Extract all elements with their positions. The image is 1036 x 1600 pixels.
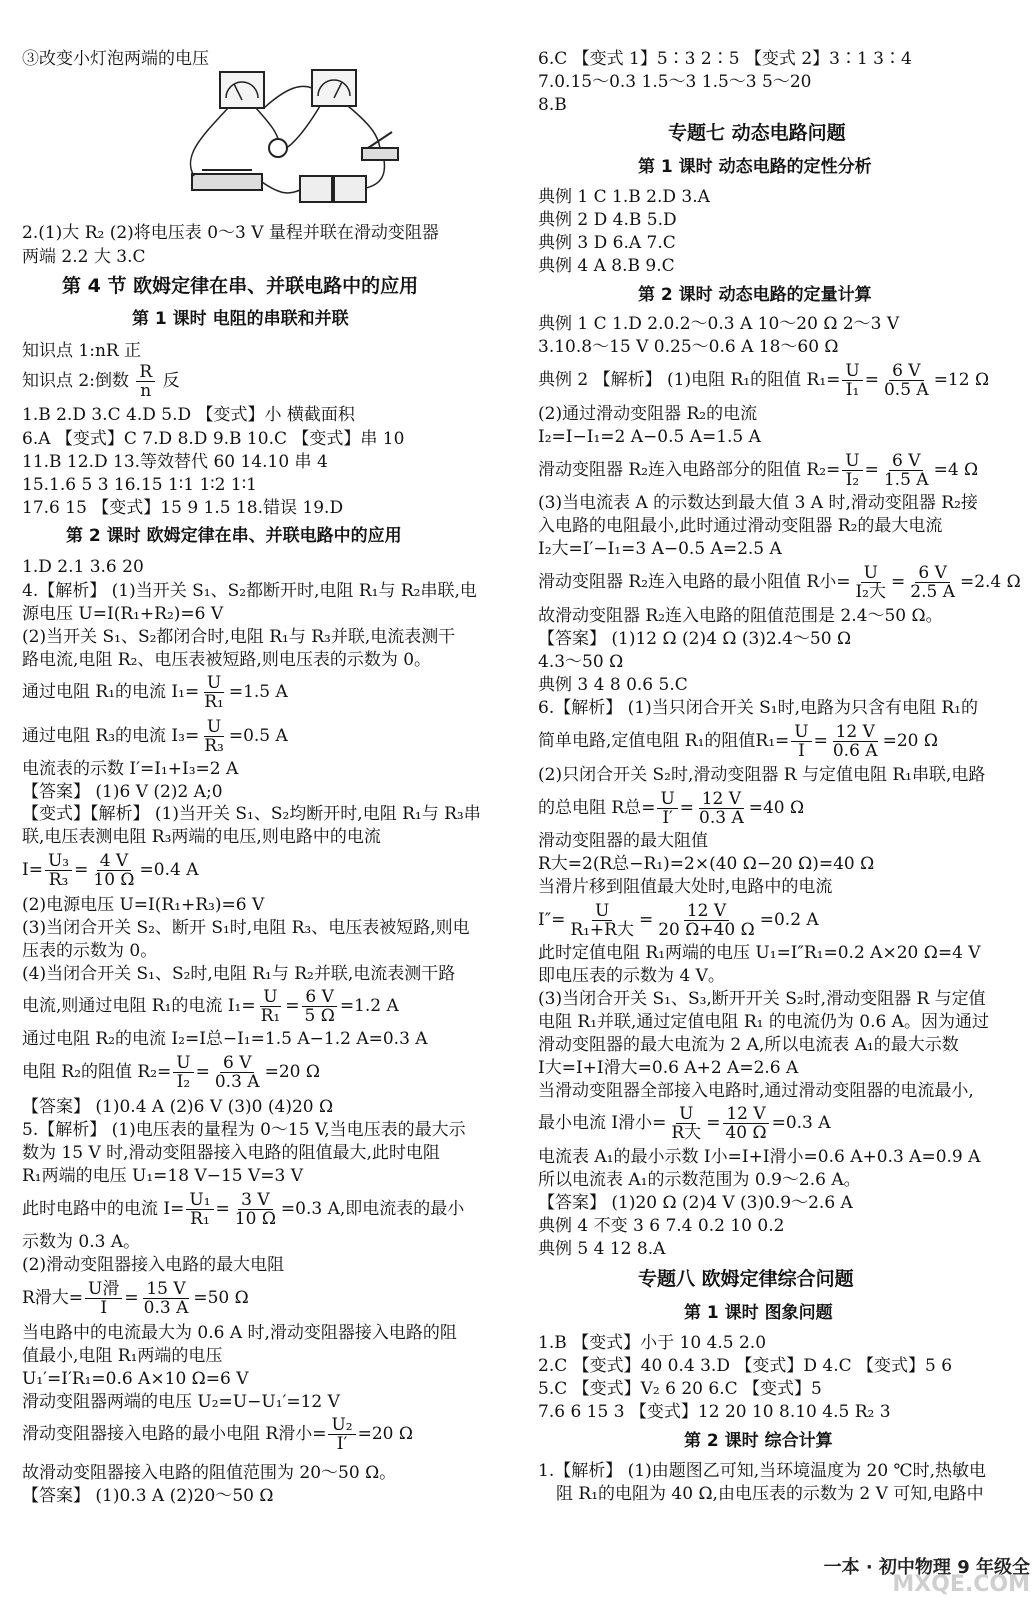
text-line: 6.C 【变式 1】5∶3 2∶5 【变式 2】3∶1 3∶4	[538, 49, 912, 69]
lesson-heading: 第 2 课时 动态电路的定量计算	[638, 285, 872, 305]
text-line: 故滑动变阻器 R₂连入电路的阻值范围是 2.4～50 Ω。	[538, 606, 943, 626]
text-line: 联,电压表测电阻 R₃两端的电压,则电路中的电流	[22, 827, 381, 847]
formula-line: 典例 2 【解析】 (1)电阻 R₁的阻值 R₁= $\frac{U}{\text{I₁}}$ = $\frac{6 V}{0.5 A}$ =12 Ω	[538, 361, 990, 400]
text-line: 两端 2.2 大 3.C	[22, 247, 146, 267]
text-line: 通过电阻 R₂的电流 I₂=I总−I₁=1.5 A−1.2 A=0.3 A	[22, 1029, 428, 1049]
text-line: (2)滑动变阻器接入电路的最大电阻	[22, 1255, 285, 1275]
text-line: I₂=I−I₁=2 A−0.5 A=1.5 A	[538, 427, 761, 447]
text-line: 值最小,电阻 R₁两端的电压	[22, 1346, 223, 1366]
text-line: 7.6 6 15 3 【变式】12 20 10 8.10 4.5 R₂ 3	[538, 1402, 891, 1422]
text-line: 典例 3 D 6.A 7.C	[538, 233, 676, 253]
formula-line: 电流,则通过电阻 R₁的电流 I₁= $\frac{U}{\text{R₁}}$ = $\frac{6 V}{5 \Omega}$ =1.2 A	[22, 987, 399, 1026]
lesson-heading: 第 2 课时 欧姆定律在串、并联电路中的应用	[66, 526, 402, 546]
formula-line: 滑动变阻器 R₂连入电路部分的阻值 R₂= $\frac{U}{\text{I₂}}$ = $\frac{6 V}{1.5 A}$ =4 Ω	[538, 451, 979, 490]
text-line: 源电压 U=I(R₁+R₂)=6 V	[22, 604, 224, 624]
text-line: (3)当闭合开关 S₁、S₃,断开开关 S₂时,滑动变阻器 R 与定值	[538, 989, 986, 1009]
fraction: $\frac{U}{\text{R₁}}$	[204, 673, 224, 712]
text-line: 1.D 2.1 3.6 20	[22, 557, 144, 577]
text-line: 示数为 0.3 A。	[22, 1232, 141, 1252]
text-line: 入电路的电阻最小,此时通过滑动变阻器 R₂的最大电流	[538, 516, 943, 536]
formula-line: I= $\frac{\text{U₃}}{\text{R₃}}$ = $\frac{4 V}{10 \Omega}$ =0.4 A	[22, 851, 199, 890]
text-line: 7.0.15～0.3 1.5～3 1.5～3 5～20	[538, 72, 812, 92]
text-line: 滑动变阻器的最大电流为 2 A,所以电流表 A₁的最大示数	[538, 1035, 959, 1055]
lesson-heading: 第 1 课时 动态电路的定性分析	[638, 157, 872, 177]
text-line: 典例 2 D 4.B 5.D	[538, 210, 677, 230]
text-line: 当电路中的电流最大为 0.6 A 时,滑动变阻器接入电路的阻	[22, 1323, 457, 1343]
fraction: $\frac{R}{n}$	[136, 363, 155, 400]
text-line: 【答案】 (1)12 Ω (2)4 Ω (3)2.4～50 Ω	[538, 629, 852, 649]
text-line: (2)当开关 S₁、S₂都闭合时,电阻 R₁与 R₃并联,电流表测干	[22, 627, 456, 647]
text-line: 【变式】【解析】 (1)当开关 S₁、S₂均断开时,电阻 R₁与 R₃串	[22, 804, 481, 824]
text-line: 17.6 15 【变式】15 9 1.5 18.错误 19.D	[22, 498, 344, 518]
text-line: 2.(1)大 R₂ (2)将电压表 0～3 V 量程并联在滑动变阻器	[22, 223, 439, 243]
text-line: 压表的示数为 0。	[22, 941, 158, 961]
text-line: I大=I+I滑大=0.6 A+2 A=2.6 A	[538, 1058, 799, 1078]
text-line: 1.B 【变式】小于 10 4.5 2.0	[538, 1333, 767, 1353]
text-line: 1.【解析】 (1)由题图乙可知,当环境温度为 20 ℃时,热敏电	[538, 1461, 986, 1481]
text-line: 典例 1 C 1.B 2.D 3.A	[538, 187, 710, 207]
text-line: 典例 1 C 1.D 2.0.2～0.3 A 10～20 Ω 2～3 V	[538, 314, 900, 334]
formula-line: 此时电路中的电流 I= $\frac{\text{U₁}}{\text{R₁}}$ = $\frac{3 V}{10 \Omega}$ =0.3 A,即电流表的最小	[22, 1190, 465, 1229]
formula-line: 简单电路,定值电阻 R₁的阻值R₁= $\frac{U}{I}$ = $\frac{12 V}{0.6 A}$ =20 Ω	[538, 722, 938, 761]
text-line: 所以电流表 A₁的示数范围为 0.9～2.6 A。	[538, 1170, 861, 1190]
text-line: 6.A 【变式】C 7.D 8.D 9.B 10.C 【变式】串 10	[22, 429, 405, 449]
watermark: MXQE.COM	[892, 1572, 1030, 1597]
text-line: 滑动变阻器两端的电压 U₂=U−U₁′=12 V	[22, 1392, 340, 1412]
formula-line: I″= $\frac{U}{\text{R₁+R大}}$ = $\frac{12 V}{20 \Omega+40 \Omega}$ =0.2 A	[538, 901, 819, 940]
text-line: 当滑动变阻器全部接入电路时,通过滑动变阻器的电流最小,	[538, 1081, 974, 1101]
text-line: 典例 5 4 12 8.A	[538, 1239, 666, 1259]
formula-line: 的总电阻 R总= $\frac{U}{I'}$ = $\frac{12 V}{0.3 A}$ =40 Ω	[538, 789, 805, 828]
text-line: 4.【解析】 (1)当开关 S₁、S₂都断开时,电阻 R₁与 R₂串联,电	[22, 581, 477, 601]
text-line: 典例 3 4 8 0.6 5.C	[538, 675, 688, 695]
text-line: 【答案】 (1)6 V (2)2 A;0	[22, 782, 223, 802]
text-line: 知识点 2:倒数 $\frac{R}{n}$ 反	[22, 362, 180, 401]
text-line: R大=2(R总−R₁)=2×(40 Ω−20 Ω)=40 Ω	[538, 854, 875, 874]
formula-line: R滑大= $\frac{\text{U滑}}{I}$ = $\frac{15 V}{0.3 A}$ =50 Ω	[22, 1279, 249, 1318]
text-line: 4.3～50 Ω	[538, 652, 624, 672]
topic-heading: 专题八 欧姆定律综合问题	[638, 1268, 854, 1290]
topic-heading: 专题七 动态电路问题	[668, 122, 846, 144]
text-line: 15.1.6 5 3 16.15 1∶1 1∶2 1∶1	[22, 475, 257, 495]
text-line: 11.B 12.D 13.等效替代 60 14.10 串 4	[22, 452, 328, 472]
fraction: $\frac{U}{\text{R₃}}$	[204, 717, 224, 756]
text-line: ③改变小灯泡两端的电压	[22, 49, 209, 69]
text-line: U₁′=I′R₁=0.6 A×10 Ω=6 V	[22, 1369, 249, 1389]
text-line: 【答案】 (1)20 Ω (2)4 V (3)0.9～2.6 A	[538, 1193, 853, 1213]
text-line: 当滑片移到阻值最大处时,电路中的电流	[538, 877, 833, 897]
text-line: (2)通过滑动变阻器 R₂的电流	[538, 404, 758, 424]
page-footer: 一本 · 初中物理 9 年级全	[823, 1557, 1030, 1578]
text-line: 路电流,电阻 R₂、电压表被短路,则电压表的示数为 0。	[22, 650, 432, 670]
text-line: 电流表的示数 I′=I₁+I₃=2 A	[22, 759, 239, 779]
text-line: 【答案】 (1)0.3 A (2)20～50 Ω	[22, 1486, 274, 1506]
formula-line: 最小电流 I滑小= $\frac{U}{\text{R大}}$ = $\frac{12 V}{40 \Omega}$ =0.3 A	[538, 1104, 831, 1143]
text-line: (3)当闭合开关 S₂、断开 S₁时,电阻 R₃、电压表被短路,则电	[22, 918, 470, 938]
text-line: 3.10.8～15 V 0.25～0.6 A 18～60 Ω	[538, 337, 839, 357]
text-line: 故滑动变阻器接入电路的阻值范围为 20～50 Ω。	[22, 1463, 397, 1483]
circuit-diagram-image	[172, 66, 412, 214]
formula-line: 通过电阻 R₃的电流 I₃= $\frac{U}{\text{R₃}}$ =0.5 A	[22, 717, 288, 756]
text-line: 电阻 R₁并联,通过定值电阻 R₁ 的电流仍为 0.6 A。因为通过	[538, 1012, 989, 1032]
text-line: 典例 4 A 8.B 9.C	[538, 256, 675, 276]
text-line: (4)当闭合开关 S₁、S₂时,电阻 R₁与 R₂并联,电流表测干路	[22, 964, 456, 984]
lesson-heading: 第 1 课时 电阻的串联和并联	[132, 309, 349, 329]
text-line: 滑动变阻器的最大阻值	[538, 831, 708, 851]
formula-line: 通过电阻 R₁的电流 I₁= $\frac{U}{\text{R₁}}$ =1.5 A	[22, 673, 288, 712]
text-line: (2)只闭合开关 S₂时,滑动变阻器 R 与定值电阻 R₁串联,电路	[538, 765, 986, 785]
text-line: 此时定值电阻 R₁两端的电压 U₁=I″R₁=0.2 A×20 Ω=4 V	[538, 943, 981, 963]
formula-line: 滑动变阻器接入电路的最小电阻 R滑小= $\frac{\text{U₂}}{I'}$ =20 Ω	[22, 1415, 413, 1454]
text-line: 典例 4 不变 3 6 7.4 0.2 10 0.2	[538, 1216, 785, 1236]
text-line: 【答案】 (1)0.4 A (2)6 V (3)0 (4)20 Ω	[22, 1097, 334, 1117]
text-line: 数为 15 V 时,滑动变阻器接入电路的阻值最大,此时电阻	[22, 1143, 440, 1163]
text-line: (2)电源电压 U=I(R₁+R₃)=6 V	[22, 895, 265, 915]
lesson-heading: 第 1 课时 图象问题	[684, 1303, 833, 1323]
text-line: I₂大=I′−I₁=3 A−0.5 A=2.5 A	[538, 539, 782, 559]
text-line: 阻 R₁的电阻为 40 Ω,由电压表的示数为 2 V 可知,电路中	[556, 1484, 984, 1504]
text-line: 即电压表的示数为 4 V。	[538, 966, 725, 986]
text-line: 6.【解析】 (1)当只闭合开关 S₁时,电路为只含有电阻 R₁的	[538, 698, 978, 718]
text-line: 知识点 1:nR 正	[22, 341, 142, 361]
formula-line: 滑动变阻器 R₂连入电路的最小阻值 R小= $\frac{U}{\text{I₂大}}$ = $\frac{6 V}{2.5 A}$ =2.4 Ω	[538, 563, 1021, 602]
formula-line: 电阻 R₂的阻值 R₂= $\frac{U}{\text{I₂}}$ = $\frac{6 V}{0.3 A}$ =20 Ω	[22, 1053, 320, 1092]
text-line: 8.B	[538, 95, 567, 115]
text-line: 5.【解析】 (1)电压表的量程为 0～15 V,当电压表的最大示	[22, 1120, 466, 1140]
text-line: 5.C 【变式】V₂ 6 20 6.C 【变式】5	[538, 1379, 822, 1399]
text-line: R₁两端的电压 U₁=18 V−15 V=3 V	[22, 1166, 304, 1186]
text-line: 1.B 2.D 3.C 4.D 5.D 【变式】小 横截面积	[22, 405, 355, 425]
text-line: 电流表 A₁的最小示数 I小=I+I滑小=0.6 A+0.3 A=0.9 A	[538, 1147, 981, 1167]
text-line: 2.C 【变式】40 0.4 3.D 【变式】D 4.C 【变式】5 6	[538, 1356, 953, 1376]
section-heading: 第 4 节 欧姆定律在串、并联电路中的应用	[62, 275, 419, 297]
text-line: (3)当电流表 A 的示数达到最大值 3 A 时,滑动变阻器 R₂接	[538, 493, 978, 513]
lesson-heading: 第 2 课时 综合计算	[684, 1431, 833, 1451]
